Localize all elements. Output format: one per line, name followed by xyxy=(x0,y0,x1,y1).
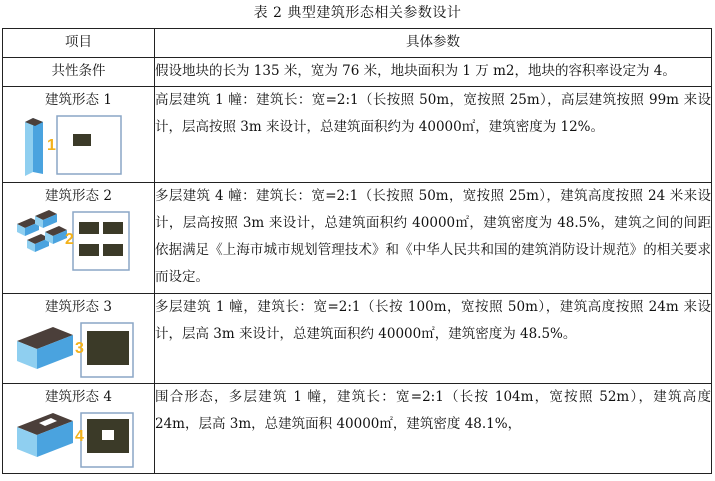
form-4-thumbnail xyxy=(3,411,154,473)
form-2-marker: 2 xyxy=(65,231,74,248)
form-1-text: 高层建筑 1 幢：建筑长：宽=2:1（长按照 50m，宽按照 25m），高层建筑按照 99m 来设计，层高按照 3m 来设计，总建筑面积约为 40000㎡，建筑密度为 12%。 xyxy=(155,87,712,183)
form-3-diagram xyxy=(17,321,141,385)
form-2-text: 多层建筑 4 幢：建筑长：宽=2:1（长按照 50m，宽按照 25m），建筑高度按照 24 米来设计，层高按照 3m 来设计，总建筑面积约 40000㎡，建筑密度为 48.5%，建筑之间的间距依据满足《上海市城市规划管理技术》和《中华人民共和国的建筑消防设计规范》的相关要求而设定。 xyxy=(155,183,712,294)
form-3-marker: 3 xyxy=(75,340,84,357)
form-2-diagram xyxy=(17,210,141,274)
table-row-form-1 xyxy=(3,87,712,183)
parameter-table xyxy=(2,28,712,474)
form-4-marker: 4 xyxy=(75,428,84,445)
tower-front xyxy=(33,118,43,174)
block-d xyxy=(45,226,67,244)
form-1-name: 建筑形态 1 xyxy=(45,92,112,108)
table-row-common xyxy=(3,58,712,87)
form-3-name: 建筑形态 3 xyxy=(45,299,112,315)
form-2-thumbnail xyxy=(3,210,154,272)
common-text: 假设地块的长为 135 米，宽为 76 米，地块面积为 1 万 m2，地块的容积率设定为 4。 xyxy=(155,58,712,87)
footprint xyxy=(103,244,123,256)
form-3-text: 多层建筑 1 幢，建筑长：宽=2:1（长按 100m，宽按照 50m），建筑高度按照 24m 来设计，层高 3m 来设计，总建筑面积约 40000㎡，建筑密度为 48.5%。 xyxy=(155,294,712,384)
footprint xyxy=(73,134,91,146)
table-row-form-2 xyxy=(3,183,712,294)
plot-outline xyxy=(73,212,129,270)
tower-side xyxy=(25,118,33,176)
footprint xyxy=(103,222,123,234)
table-header-row xyxy=(3,29,712,58)
table-row-form-3 xyxy=(3,294,712,384)
common-label: 共性条件 xyxy=(3,58,155,87)
footprint xyxy=(79,222,99,234)
form-1-thumbnail xyxy=(3,114,154,176)
footprint xyxy=(79,244,99,256)
block-b xyxy=(35,210,57,228)
courtyard-footprint-void xyxy=(102,430,114,440)
footprint xyxy=(87,331,129,365)
form-4-name: 建筑形态 4 xyxy=(45,389,112,405)
form-3-thumbnail xyxy=(3,321,154,383)
header-params: 具体参数 xyxy=(155,29,712,58)
form-2-name: 建筑形态 2 xyxy=(45,188,112,204)
form-1-marker: 1 xyxy=(47,137,56,154)
header-item: 项目 xyxy=(3,29,155,58)
table-row-form-4 xyxy=(3,384,712,474)
table-caption: 表 2 典型建筑形态相关参数设计 xyxy=(253,5,462,21)
form-1-diagram xyxy=(17,114,141,178)
form-4-diagram xyxy=(17,411,141,475)
form-4-text: 围合形态，多层建筑 1 幢，建筑长：宽=2:1（长按 104m，宽按照 52m），建筑高度 24m，层高 3m，总建筑面积 40000㎡，建筑密度 48.1%， xyxy=(155,384,712,474)
